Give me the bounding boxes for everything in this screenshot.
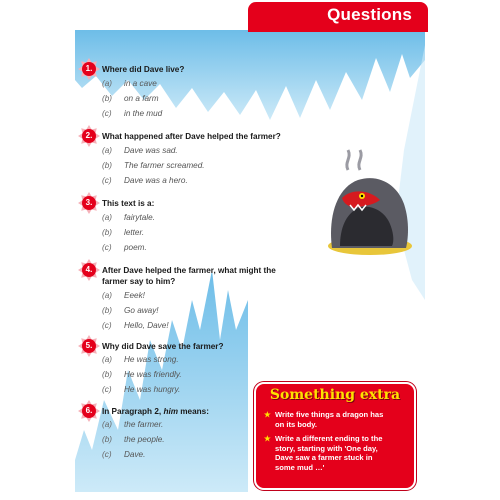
question-number: 2. xyxy=(82,129,96,143)
extra-activity-line: Write five things a dragon has xyxy=(275,410,384,419)
answer-option xyxy=(102,161,205,170)
option-text: Dave was sad. xyxy=(124,146,178,155)
page-title: Questions xyxy=(327,5,412,24)
option-label: (a) xyxy=(102,213,113,222)
answer-option xyxy=(102,109,162,118)
question-text: Where did Dave live? xyxy=(102,65,185,74)
option-label: (c) xyxy=(102,243,112,252)
option-text: Go away! xyxy=(124,306,159,315)
question-text: This text is a: xyxy=(102,199,155,208)
option-text: poem. xyxy=(124,243,147,252)
option-text: fairytale. xyxy=(124,213,155,222)
question-text-line: farmer say to him? xyxy=(102,277,176,286)
something-extra-title: Something extra xyxy=(269,387,401,403)
option-label: (a) xyxy=(102,291,113,300)
question-text-emphasis: him xyxy=(163,407,178,416)
extra-activity-line: Dave saw a farmer stuck in xyxy=(275,453,373,463)
option-label: (a) xyxy=(102,146,113,155)
option-text: on a farm xyxy=(124,94,159,103)
question-number: 4. xyxy=(82,263,96,277)
option-text: The farmer screamed. xyxy=(124,161,205,170)
option-text: He was friendly. xyxy=(124,370,182,379)
answer-option xyxy=(102,306,159,315)
extra-activity-line: story, starting with 'One day, xyxy=(275,443,378,453)
question-number: 5. xyxy=(82,339,96,353)
option-label: (b) xyxy=(102,161,113,170)
option-label: (b) xyxy=(102,228,113,237)
option-label: (a) xyxy=(102,420,113,429)
option-label: (a) xyxy=(102,355,113,364)
option-text: the farmer. xyxy=(124,420,164,429)
option-label: (c) xyxy=(102,321,112,330)
option-text: letter. xyxy=(124,228,145,237)
option-label: (c) xyxy=(102,109,112,118)
answer-option xyxy=(102,176,188,185)
option-text: He was strong. xyxy=(124,355,179,364)
answer-option xyxy=(102,228,144,237)
option-label: (a) xyxy=(102,79,113,88)
answer-option xyxy=(102,243,147,252)
option-label: (b) xyxy=(102,306,113,315)
option-text: Eeek! xyxy=(124,291,145,300)
option-label: (c) xyxy=(102,176,112,185)
option-label: (c) xyxy=(102,385,112,394)
extra-activity xyxy=(264,410,410,429)
answer-option xyxy=(102,435,165,444)
option-text: the people. xyxy=(124,435,165,444)
answer-option xyxy=(102,370,182,379)
answer-option xyxy=(102,213,155,222)
option-label: (b) xyxy=(102,370,113,379)
answer-option xyxy=(102,291,145,300)
question-number: 1. xyxy=(82,62,96,76)
smoke-icon xyxy=(347,150,361,170)
option-text: He was hungry. xyxy=(124,385,181,394)
answer-option xyxy=(102,450,145,459)
answer-option xyxy=(102,94,159,103)
option-label: (c) xyxy=(102,450,112,459)
question-text: Why did Dave save the farmer? xyxy=(102,342,224,351)
question-text-line: After Dave helped the farmer, what might the xyxy=(102,266,276,275)
extra-activity-line: on its body. xyxy=(275,419,318,429)
option-text: in the mud xyxy=(124,109,163,118)
page-header xyxy=(248,2,428,32)
answer-option xyxy=(102,385,180,394)
question-text: What happened after Dave helped the farmer? xyxy=(102,132,281,141)
extra-activity-line: some mud …' xyxy=(275,462,325,472)
something-extra-box xyxy=(254,382,416,490)
option-text: Dave was a hero. xyxy=(124,176,188,185)
question-text-part: means: xyxy=(178,407,209,416)
option-text: Hello, Dave! xyxy=(124,321,169,330)
answer-option xyxy=(102,321,169,330)
option-label: (b) xyxy=(102,94,113,103)
question-number: 3. xyxy=(82,196,96,210)
extra-activity-line: Write a different ending to the xyxy=(275,434,383,443)
answer-option xyxy=(102,79,157,88)
question-text-part: In Paragraph 2, xyxy=(102,407,164,416)
question-number: 6. xyxy=(82,404,96,418)
option-text: Dave. xyxy=(124,450,146,459)
question-text xyxy=(102,265,352,287)
answer-option xyxy=(102,355,179,364)
option-text: in a cave xyxy=(124,79,157,88)
dragon-illustration xyxy=(318,148,418,258)
star-icon: ★ xyxy=(264,434,271,443)
answer-option xyxy=(102,146,178,155)
answer-option xyxy=(102,420,163,429)
extra-activity xyxy=(264,434,410,472)
option-label: (b) xyxy=(102,435,113,444)
star-icon: ★ xyxy=(264,410,271,419)
